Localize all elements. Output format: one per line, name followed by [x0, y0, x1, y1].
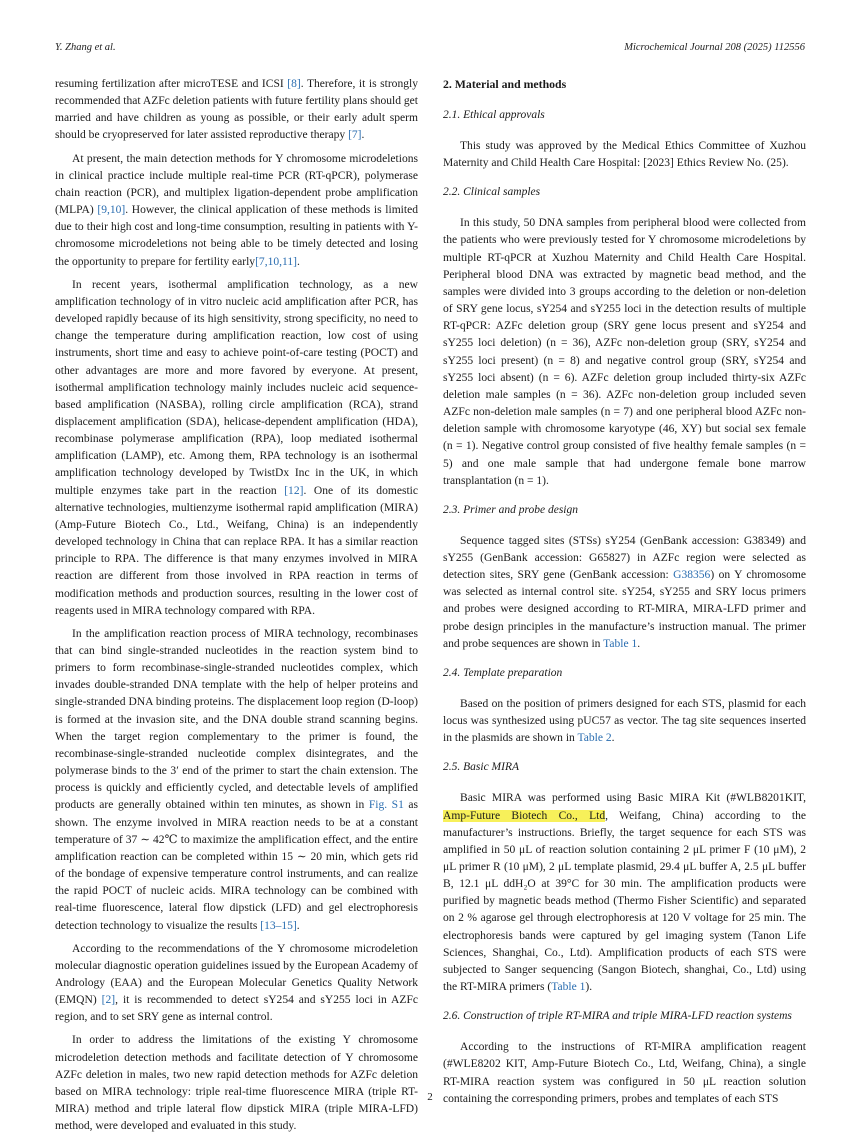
page-number: 2 — [427, 1091, 433, 1103]
text-run: as shown. The enzyme involved in MIRA reaction needs to be at a constant temperature of 37 ∼ 42℃ to maximize the amplification effect, and the entire amplification reaction can be completed within 15 ∼ 20 min, which gets rid of the bondage of expensive temperature control instruments, and can realize the rapid POCT of nucleic acids. MIRA technology can be combined with real-time fluorescence, lateral flow dipstick (LFD) and gel electrophoresis detection technology to visualize the results — [55, 799, 419, 932]
citation-link[interactable]: [8] — [287, 78, 301, 90]
text-run: ). — [585, 981, 593, 994]
text-run: , it is recommended to detect sY254 and sY255 loci in AZFc region, and to set SRY gene as internal control. — [55, 994, 418, 1024]
citation-link[interactable]: Table 1 — [603, 637, 638, 650]
paragraph — [443, 790, 806, 996]
paragraph — [55, 626, 418, 935]
text-run: . — [361, 129, 365, 142]
citation-link[interactable]: [2] — [101, 994, 116, 1007]
paragraph — [55, 277, 418, 620]
running-header — [55, 42, 805, 58]
citation-link[interactable]: [7,10,11] — [255, 255, 297, 268]
text-run: , Weifang, China) according to the manufacturer’s instructions. Briefly, the target sequence for each STS was amplified in 50 μL of reaction solution containing 2 μL primer F (10 μM), 2 μL primer R (10 μM), 2 μL template plasmid, 29.4 μL buffer A, 2.5 μL buffer B, 12.1 μL ddH₂O at 39°C for 30 min. The amplification products were purified by magnetic beads method (Thermo Fisher Scientific) and separated on 2 % agarose gel through electrophoresis at 120 V voltage for 25 min. The electrophoresis bands were captured by gel imaging system (Tanon Life Sciences, Shanghai, Co., Ltd). Amplification products of each STS were subjected to Sanger sequencing (Sangon Biotech, shanghai, Co., Ltd) using the RT-MIRA primers ( — [443, 809, 806, 994]
text-run: Based on the position of primers designed for each STS, plasmid for each locus was synthesized using pUC57 as vector. The tag site sequences inserted in the plasmids are shown in — [443, 697, 806, 745]
highlighted-text: Amp-Future Biotech Co., Ltd — [443, 809, 606, 822]
text-run: resuming fertilization after microTESE and ICSI — [55, 78, 288, 90]
subsection-heading: 2.4. Template preparation — [443, 666, 563, 679]
text-run: In order to address the limitations of the existing Y chromosome microdeletion detection methods and facilitate detection of Y chromosome AZFc deletion in males, two new rapid detection methods for AZFc deletion based on MIRA technology: triple real-time fluorescence MIRA (triple RT-MIRA) method and triple lateral flow dipstick MIRA (triple MIRA-LFD) method, were developed and evaluated in this study. — [55, 1034, 418, 1133]
paragraph — [443, 138, 806, 172]
text-run: Sequence tagged sites (STSs) sY254 (GenBank accession: G38349) and sY255 (GenBank accession: G65827) in AZFc region were selected as detection sites, SRY gene (GenBank accession: — [443, 534, 806, 582]
text-run: At present, the main detection methods for Y chromosome microdeletions in clinical practice include multiple real-time PCR (RT-qPCR), polymerase chain reaction (PCR), and multiplex ligation-dependent probe amplification (MLPA) — [55, 152, 418, 217]
text-run: This study was approved by the Medical Ethics Committee of Xuzhou Maternity and Child Health Care Hospital: [2023] Ethics Review No. (25). — [443, 140, 806, 170]
subsection-heading: 2.3. Primer and probe design — [443, 503, 579, 516]
text-run: . Therefore, it is strongly recommended that AZFc deletion patients with future fertility plans should get married and have children as young as possible, or their early adult sperm should be cryopreserved for later assisted reproductive therapy — [55, 78, 418, 142]
citation-link[interactable]: [7] — [348, 129, 362, 142]
header-authors: Y. Zhang et al. — [55, 42, 116, 53]
text-run: In recent years, isothermal amplification technology, as a new amplification technology of in vitro nucleic acid amplification after PCR, has developed rapidly because of its high sensitivity, strong specificity, no need to change the temperature during amplification reaction, low cost of using instruments, short time and easy to achieve point-of-care testing (POCT) and other advantages are more and more favored by everyone. At present, isothermal amplification technology mainly includes nucleic acid sequence-based amplification (NASBA), rolling circle amplification (RCA), strand displacement amplification (SDA), helicase-dependent amplification (HDA), recombinase polymerase amplification (RPA), loop mediated isothermal amplification (LAMP), etc. Among them, RPA technology is an isothermal amplification technology developed by TwistDx Inc in the UK, in which multiple enzymes take part in the reaction — [55, 278, 418, 497]
paragraph — [55, 151, 418, 271]
citation-link[interactable]: Table 1 — [551, 981, 586, 994]
citation-link[interactable]: G38356 — [673, 569, 711, 582]
header-journal: Microchemical Journal 208 (2025) 112556 — [624, 42, 805, 53]
text-run: Basic MIRA was performed using Basic MIRA Kit (#WLB8201KIT, — [460, 792, 806, 805]
text-run: . However, the clinical application of these methods is limited due to their high cost and long-time consumption, resulting in patients with Y-chromosome microdeletions not being able to be timely detected and losing the opportunity to prepare for fertility early — [55, 204, 418, 268]
text-run: According to the instructions of RT-MIRA amplification reagent (#WLE8202 KIT, Amp-Future Biotech Co., Ltd, Weifang, China), a single RT-MIRA reaction system was configured in 50 μL reaction solution containing the corresponding primers, probes and templates of each STS — [443, 1041, 806, 1105]
subsection-heading: 2.5. Basic MIRA — [443, 761, 520, 774]
right-column — [443, 76, 806, 1114]
paragraph — [55, 941, 418, 1027]
citation-link[interactable]: Fig. S1 — [368, 799, 404, 812]
text-run: . — [611, 732, 615, 745]
text-run: . One of its domestic alternative technologies, multienzyme isothermal rapid amplification (MIRA) (Amp-Future Biotech Co., Ltd., Weifang, China) is an independently developed technology in China that can replace RPA. It has a similar reaction principle to RPA. The difference is that many enzymes involved in MIRA reaction are different from those involved in RPA reaction in terms of modification methods and production sources, resulting in the lower cost of reagents used in MIRA technology compared with RPA. — [55, 484, 418, 617]
citation-link[interactable]: [9,10] — [97, 204, 126, 217]
subsection-heading: 2.6. Construction of triple RT-MIRA and triple MIRA-LFD reaction systems — [443, 1010, 792, 1023]
paragraph — [443, 533, 806, 653]
text-run: . — [296, 255, 300, 268]
paragraph — [55, 76, 418, 145]
citation-link[interactable]: [12] — [284, 484, 304, 497]
section-heading: 2. Material and methods — [443, 77, 567, 91]
text-run: . — [637, 637, 641, 650]
text-run: According to the recommendations of the Y chromosome microdeletion molecular diagnostic operation guidelines issued by the European Academy of Andrology (EAA) and the European Molecular Genetics Quality Network (EMQN) — [55, 942, 418, 1007]
subsection-heading: 2.1. Ethical approvals — [443, 109, 545, 121]
paragraph — [443, 215, 806, 490]
text-run: In the amplification reaction process of MIRA technology, recombinases that can bind single-stranded nucleotides in the reaction system bind to primers to form recombinase-single-stranded nucleotides complex, which invades double-stranded DNA template with the help of helper proteins and single-stranded DNA binding proteins. The displacement loop region (D-loop) is formed at the invasion site, and the DNA double strand scanning begins. When the target region complementary to the primer is found, the recombinase-single-stranded nucleotide complex disintegrates, and the polymerase binds to the 3′ end of the primer to start the chain extension. The process is quickly and efficiently cycled, and detectable levels of amplified products are generally obtained within ten minutes, as shown in — [55, 627, 418, 812]
text-run: In this study, 50 DNA samples from peripheral blood were collected from the patients who were previously tested for Y chromosome microdeletions by multiple RT-qPCR at Xuzhou Maternity and Child Health Care Hospital. Peripheral blood DNA was extracted by magnetic bead method, and the samples were divided into 3 groups according to the deletion or non-deletion of SRY gene locus, sY254 and sY255 loci in the detection results of multiple RT-qPCR: AZFc deletion group (SRY gene locus present and sY254 and sY255 loci deletion) (n = 36), AZFc non-deletion group (SRY, sY254 and sY255 loci present) (n = 8) and negative control group (SRY, sY254 and sY255 loci absent) (n = 6). AZFc deletion group included thirty-six AZFc deletion male samples (n = 36). AZFc non-deletion group included seven AZFc non-deletion male samples (n = 7) and one peripheral blood AZFc non-deletion sample with chromosome karyotype (46, XY) but social sex female (n = 1). Negative control group consisted of five healthy female samples (n = 5) and one male sample that had undergone female bone marrow transplantation (n = 1). — [443, 217, 806, 487]
paragraph — [55, 1032, 418, 1135]
citation-link[interactable]: [13–15] — [260, 919, 297, 932]
paragraph — [443, 696, 806, 747]
text-run: . — [296, 919, 300, 932]
left-column — [55, 76, 418, 1141]
citation-link[interactable]: Table 2 — [577, 732, 612, 745]
subsection-heading: 2.2. Clinical samples — [443, 186, 541, 199]
text-run: ) on Y chromosome was selected as internal control site. sY254, sY255 and SRY locus primers and probes were designed according to RT-MIRA, MIRA-LFD primer and probe design principles in the manufacture’s instruction manual. The primer and probe sequences are shown in — [443, 569, 807, 650]
